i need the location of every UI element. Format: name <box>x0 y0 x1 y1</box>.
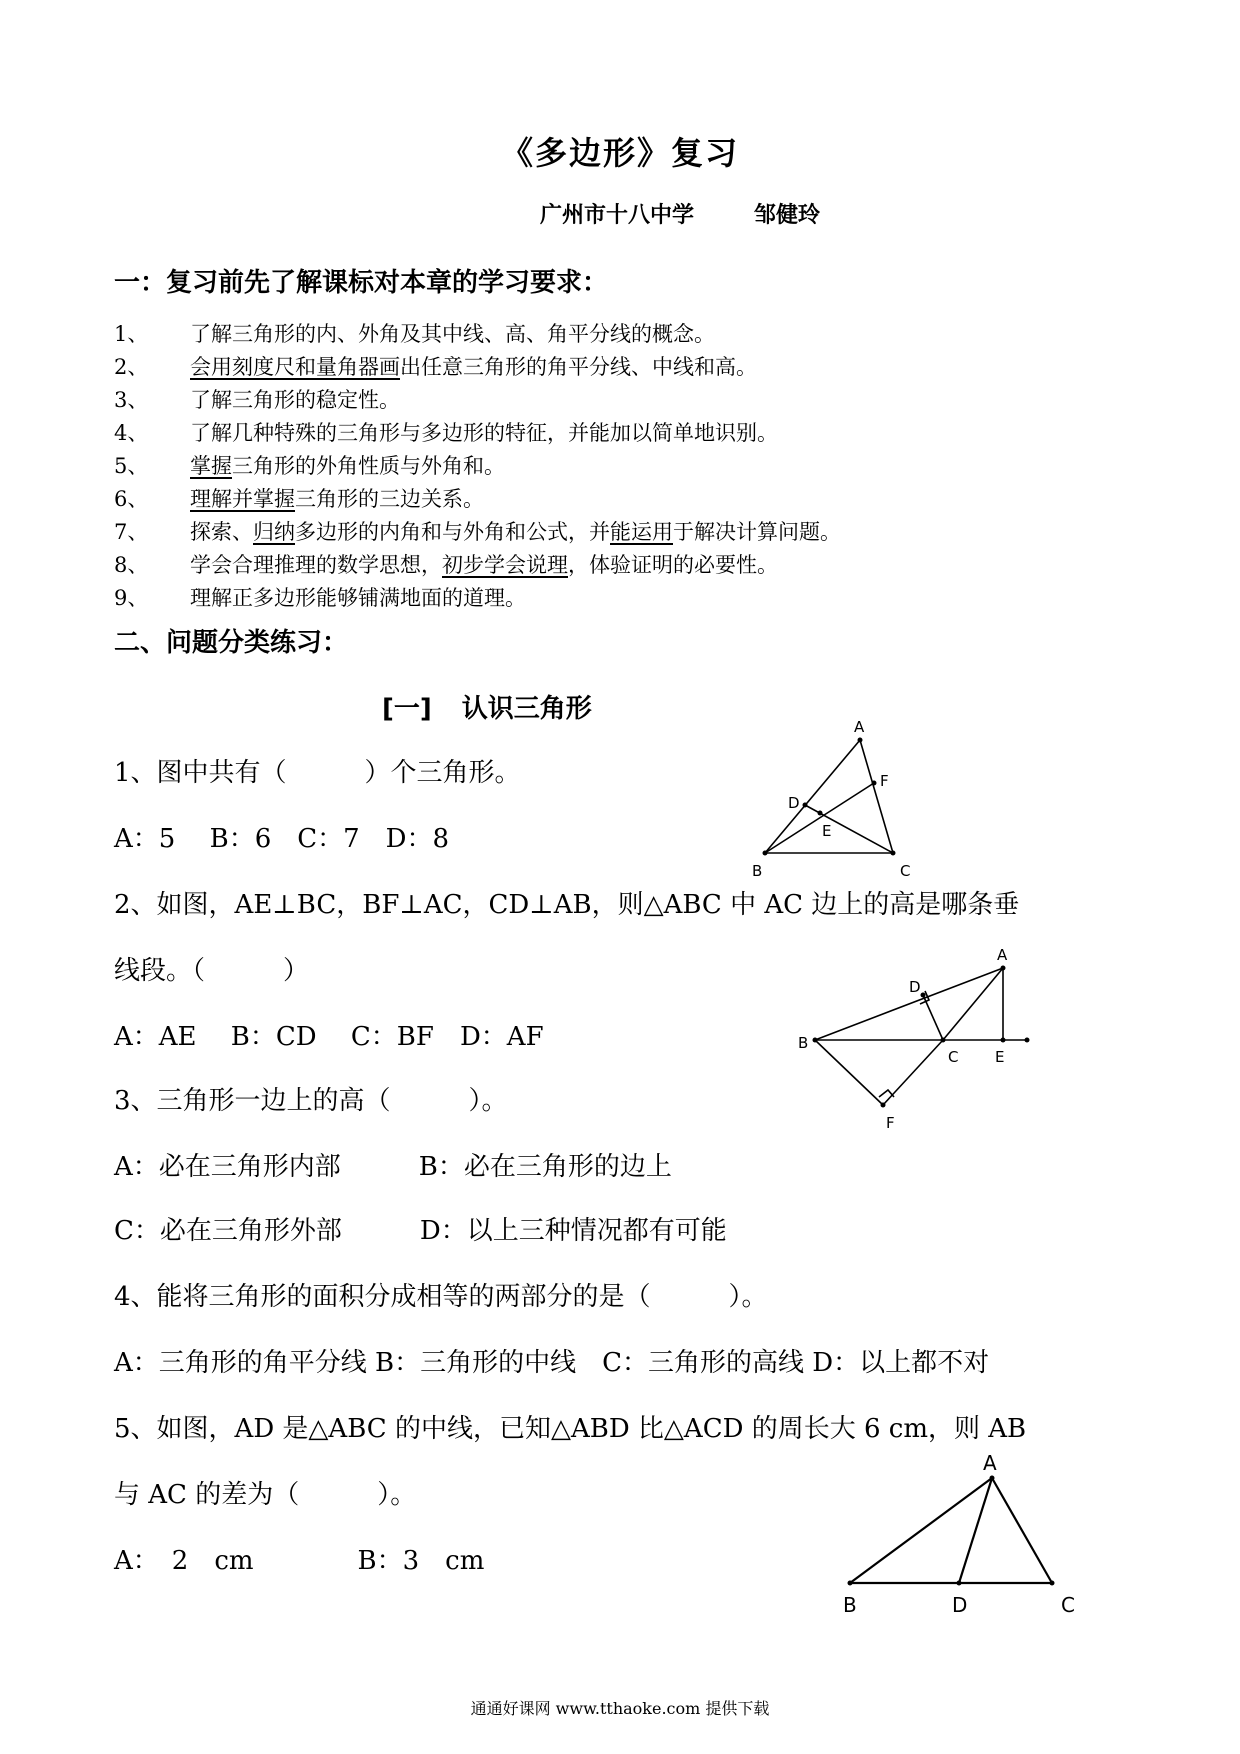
q2-stem: 2、如图，AE⊥BC，BF⊥AC，CD⊥AB，则△ABC 中 AC 边上的高是哪条垂 <box>114 890 1020 920</box>
requirement-number: 8、 <box>114 553 149 577</box>
requirement-text: 三角形的三边关系。 <box>295 487 484 511</box>
requirement-number: 6、 <box>114 487 149 511</box>
requirement-text: 学会合理推理的数学思想， <box>190 553 442 577</box>
requirement-number: 2、 <box>114 355 149 379</box>
requirement-text: 出任意三角形的角平分线、中线和高。 <box>400 355 757 379</box>
fig3-label-a: A <box>983 1451 997 1475</box>
requirement-emphasis: 掌握 <box>190 454 232 478</box>
subsection-bracket: [一] <box>382 694 432 724</box>
fig2-label-d: D <box>909 978 921 996</box>
requirement-text: ，体验证明的必要性。 <box>568 553 778 577</box>
requirement-text: 探索、 <box>190 520 253 544</box>
fig3-label-c: C <box>1061 1593 1075 1617</box>
requirement-text: 了解三角形的内、外角及其中线、高、角平分线的概念。 <box>190 322 715 346</box>
q5-stem: 5、如图，AD 是△ABC 的中线，已知△ABD 比△ACD 的周长大 6 cm，则 AB <box>114 1414 1027 1444</box>
requirement-text: 了解三角形的稳定性。 <box>190 388 400 412</box>
fig2-label-f: F <box>886 1114 895 1132</box>
q2-options: A：AE B：CD C：BF D：AF <box>114 1022 544 1052</box>
figure-3-points <box>848 1476 1055 1586</box>
fig2-label-e: E <box>995 1048 1005 1066</box>
q5-options: A： 2 cm B：3 cm <box>114 1546 485 1576</box>
requirement-number: 4、 <box>114 421 149 445</box>
requirement-text: 于解决计算问题。 <box>673 520 841 544</box>
requirement-text: 理解正多边形能够铺满地面的道理。 <box>190 586 526 610</box>
fig2-label-c: C <box>948 1048 959 1066</box>
requirement-number: 9、 <box>114 586 149 610</box>
page-title: 《多边形》复习 <box>500 134 739 172</box>
requirement-text: 三角形的外角性质与外角和。 <box>232 454 505 478</box>
section2-heading: 二、问题分类练习： <box>114 628 349 658</box>
requirement-emphasis: 理解并掌握 <box>190 487 295 511</box>
q3-options-ab: A：必在三角形内部 B：必在三角形的边上 <box>114 1152 672 1182</box>
requirement-number: 3、 <box>114 388 149 412</box>
q1-options: A：5 B：6 C：7 D：8 <box>114 824 450 854</box>
fig1-label-c: C <box>900 862 911 880</box>
q3-stem: 3、三角形一边上的高（ ）。 <box>114 1086 508 1116</box>
requirement-emphasis: 会用刻度尺和量角器画 <box>190 355 400 379</box>
q4-options: A：三角形的角平分线 B：三角形的中线 C：三角形的高线 D：以上都不对 <box>114 1348 990 1378</box>
fig1-label-a: A <box>854 718 865 736</box>
requirement-emphasis: 初步学会说理 <box>442 553 568 577</box>
requirement-emphasis: 能运用 <box>610 520 673 544</box>
school-name: 广州市十八中学 <box>539 202 694 228</box>
fig3-label-b: B <box>843 1593 857 1617</box>
requirement-text: 多边形的内角和与外角和公式，并 <box>295 520 610 544</box>
fig2-label-b: B <box>798 1034 809 1052</box>
q4-stem: 4、能将三角形的面积分成相等的两部分的是（ ）。 <box>114 1282 768 1312</box>
requirement-number: 1、 <box>114 322 149 346</box>
requirement-emphasis: 归纳 <box>253 520 295 544</box>
requirement-number: 5、 <box>114 454 149 478</box>
requirement-number: 7、 <box>114 520 149 544</box>
fig1-label-b: B <box>752 862 763 880</box>
page-footer: 通通好课网 www.tthaoke.com 提供下载 <box>470 1699 770 1718</box>
q2-stem-cont: 线段。（ ） <box>114 956 310 986</box>
q3-options-cd: C：必在三角形外部 D：以上三种情况都有可能 <box>114 1216 727 1246</box>
fig1-label-f: F <box>880 772 889 790</box>
figure-2-points <box>813 966 1030 1108</box>
figure-2-triangle <box>815 968 1027 1105</box>
q5-stem-cont: 与 AC 的差为（ ）。 <box>114 1480 417 1510</box>
requirement-text: 了解几种特殊的三角形与多边形的特征，并能加以简单地识别。 <box>190 421 778 445</box>
q1-stem: 1、图中共有（ ）个三角形。 <box>114 758 521 788</box>
section1-heading: 一：复习前先了解课标对本章的学习要求： <box>114 268 609 298</box>
fig1-label-e: E <box>822 822 832 840</box>
figure-3-triangle <box>850 1478 1052 1583</box>
author-name: 邹健玲 <box>754 202 821 228</box>
fig2-label-a: A <box>997 946 1008 964</box>
subsection-name: 认识三角形 <box>461 694 592 724</box>
fig3-label-d: D <box>952 1593 968 1617</box>
fig1-label-d: D <box>788 794 800 812</box>
